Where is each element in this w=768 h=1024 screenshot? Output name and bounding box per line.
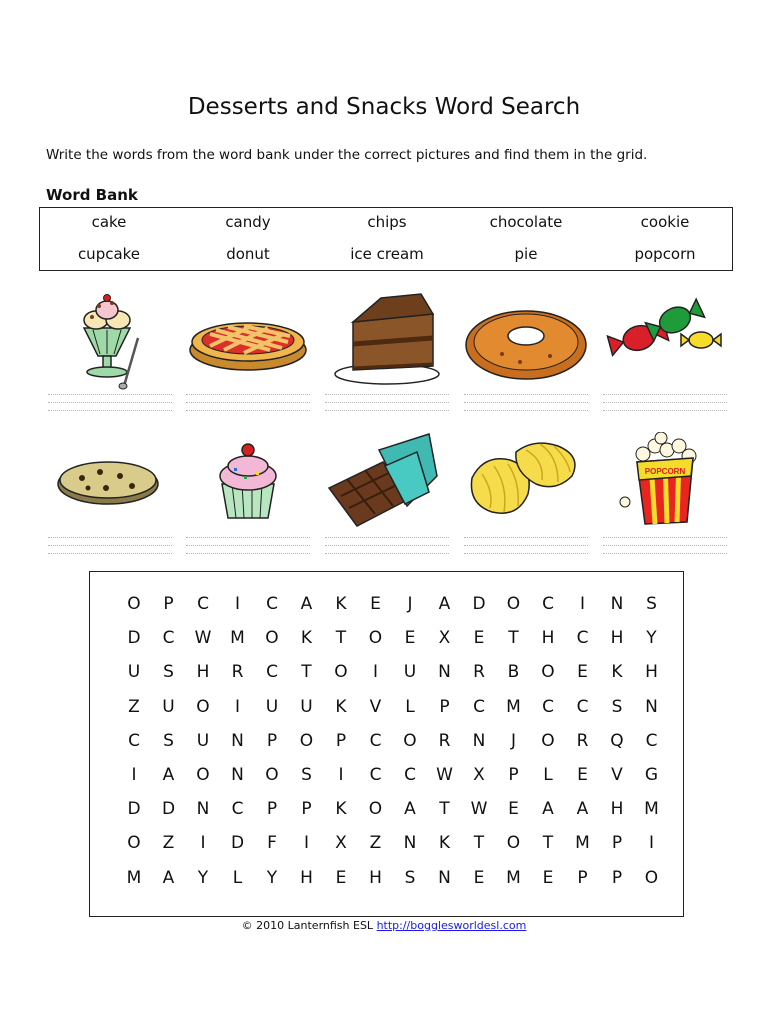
grid-letter: H bbox=[541, 628, 555, 649]
grid-letter: O bbox=[265, 628, 279, 649]
cake-slice-icon bbox=[325, 290, 449, 390]
grid-letter: A bbox=[438, 594, 451, 614]
grid-letter: C bbox=[473, 696, 485, 717]
grid-letter: U bbox=[196, 730, 210, 751]
grid-letter: P bbox=[266, 730, 278, 751]
grid-letter: E bbox=[370, 594, 381, 614]
grid-letter: W bbox=[470, 799, 488, 820]
candy-icon bbox=[603, 290, 727, 390]
grid-letter: R bbox=[438, 730, 451, 751]
grid-letter: I bbox=[200, 833, 206, 854]
grid-letter: E bbox=[473, 628, 485, 649]
grid-letter: K bbox=[438, 833, 451, 854]
grid-letter: D bbox=[127, 628, 141, 649]
grid-letter: F bbox=[267, 833, 277, 854]
grid-letter: O bbox=[541, 730, 555, 751]
grid-letter: C bbox=[162, 628, 175, 649]
grid-letter: U bbox=[265, 696, 279, 717]
instructions: Write the words from the word bank under the correct pictures and find them in the grid. bbox=[46, 147, 648, 163]
word-search-grid bbox=[89, 571, 684, 917]
grid-letter: P bbox=[508, 765, 519, 785]
grid-letter: I bbox=[579, 594, 585, 614]
website-link[interactable]: http://bogglesworldesl.com bbox=[376, 919, 527, 932]
grid-letter: O bbox=[644, 867, 659, 888]
ice-cream-sundae-icon bbox=[48, 290, 172, 390]
grid-letter: P bbox=[335, 730, 347, 751]
grid-letter: D bbox=[161, 799, 176, 820]
grid-letter: C bbox=[197, 594, 209, 614]
grid-letter: K bbox=[335, 696, 347, 717]
word-bank-word: cake bbox=[91, 213, 127, 231]
popcorn-icon bbox=[603, 432, 727, 532]
copyright-text: © 2010 Lanternfish ESL bbox=[241, 919, 374, 932]
grid-letter: O bbox=[506, 833, 521, 854]
grid-letter: O bbox=[265, 765, 279, 785]
grid-letter: X bbox=[438, 628, 451, 649]
grid-letter: W bbox=[194, 628, 212, 649]
grid-letter: E bbox=[473, 867, 485, 888]
grid-letter: O bbox=[506, 594, 521, 614]
grid-letter: X bbox=[335, 833, 347, 854]
grid-letter: X bbox=[473, 765, 485, 785]
grid-letter: A bbox=[300, 594, 313, 614]
grid-letter: C bbox=[576, 628, 589, 649]
grid-letter: O bbox=[368, 628, 383, 649]
grid-letter: H bbox=[196, 662, 210, 683]
grid-letter: D bbox=[127, 799, 141, 820]
grid-letter: P bbox=[611, 867, 623, 888]
footer bbox=[0, 919, 768, 932]
grid-letter: D bbox=[472, 594, 486, 614]
grid-letter: Y bbox=[266, 867, 278, 888]
grid-letter: O bbox=[334, 662, 348, 683]
grid-letter: A bbox=[162, 867, 175, 888]
grid-letter: T bbox=[301, 662, 312, 683]
grid-letter: Q bbox=[610, 730, 624, 751]
grid-letter: H bbox=[369, 867, 382, 888]
chocolate-bar-icon bbox=[325, 432, 449, 532]
grid-letter: U bbox=[127, 662, 141, 683]
grid-letter: D bbox=[230, 833, 245, 854]
grid-letter: O bbox=[127, 594, 141, 614]
chips-icon bbox=[464, 432, 588, 532]
grid-letter: V bbox=[611, 765, 623, 785]
word-bank-word: cupcake bbox=[77, 245, 141, 263]
answer-line bbox=[325, 537, 449, 561]
grid-letter: I bbox=[234, 696, 240, 717]
answer-line bbox=[48, 537, 172, 561]
grid-letter: J bbox=[407, 594, 413, 614]
grid-letter: P bbox=[611, 833, 623, 854]
grid-letter: U bbox=[300, 696, 313, 717]
grid-letter: C bbox=[128, 730, 140, 751]
grid-letter: G bbox=[644, 765, 659, 785]
grid-letter: M bbox=[575, 833, 590, 854]
grid-letter: C bbox=[369, 730, 382, 751]
grid-letter: C bbox=[542, 594, 554, 614]
grid-letter: E bbox=[577, 662, 588, 683]
grid-letter: V bbox=[369, 696, 382, 717]
grid-letter: H bbox=[610, 799, 624, 820]
grid-letter: E bbox=[577, 765, 588, 785]
grid-letter: H bbox=[610, 628, 624, 649]
grid-letter: W bbox=[436, 765, 453, 785]
grid-letter: J bbox=[510, 730, 516, 751]
answer-line bbox=[186, 537, 310, 561]
grid-letter: L bbox=[232, 867, 243, 888]
grid-letter: C bbox=[231, 799, 244, 820]
grid-letter: Z bbox=[369, 833, 382, 854]
grid-letter: K bbox=[300, 628, 313, 649]
grid-letter: Y bbox=[197, 867, 209, 888]
grid-letter: N bbox=[438, 867, 451, 888]
answer-line bbox=[603, 537, 727, 561]
grid-letter: Z bbox=[128, 696, 140, 717]
answer-line bbox=[603, 394, 727, 418]
cupcake-icon bbox=[186, 432, 310, 532]
grid-letter: S bbox=[163, 730, 174, 751]
grid-letter: I bbox=[648, 833, 654, 854]
grid-letter: Y bbox=[646, 628, 657, 649]
grid-letter: R bbox=[231, 662, 244, 683]
grid-letter: H bbox=[645, 662, 658, 683]
grid-letter: S bbox=[404, 867, 416, 888]
grid-letter: S bbox=[646, 594, 657, 614]
grid-letter: N bbox=[610, 594, 624, 614]
grid-letter: L bbox=[405, 696, 415, 717]
grid-letter: E bbox=[335, 867, 347, 888]
grid-letter: B bbox=[507, 662, 520, 683]
grid-letter: T bbox=[508, 628, 519, 649]
grid-letter: O bbox=[127, 833, 141, 854]
grid-letter: O bbox=[541, 662, 555, 683]
grid-letter: P bbox=[163, 594, 174, 614]
grid-letter: N bbox=[403, 833, 417, 854]
word-bank-word: donut bbox=[226, 245, 270, 263]
grid-letter: O bbox=[196, 696, 210, 717]
grid-letter: M bbox=[506, 867, 521, 888]
grid-letter: O bbox=[196, 765, 210, 785]
grid-letter: E bbox=[542, 867, 554, 888]
answer-line bbox=[186, 394, 310, 418]
grid-letter: O bbox=[368, 799, 383, 820]
grid-letter: Z bbox=[162, 833, 175, 854]
grid-letter: T bbox=[542, 833, 554, 854]
grid-letter: A bbox=[576, 799, 589, 820]
grid-letter: I bbox=[131, 765, 137, 785]
word-bank-word: ice cream bbox=[350, 245, 424, 263]
page-title: Desserts and Snacks Word Search bbox=[187, 94, 581, 120]
grid-letter: T bbox=[439, 799, 450, 820]
grid-letter: C bbox=[266, 594, 278, 614]
grid-letter: L bbox=[543, 765, 553, 785]
grid-letter: M bbox=[644, 799, 659, 820]
grid-letter: R bbox=[473, 662, 485, 683]
word-bank-word: popcorn bbox=[634, 245, 696, 263]
grid-letter: R bbox=[576, 730, 589, 751]
grid-letter: K bbox=[335, 799, 347, 820]
grid-letter: N bbox=[231, 765, 244, 785]
grid-letter: I bbox=[234, 594, 240, 614]
grid-letter: O bbox=[299, 730, 314, 751]
grid-letter: C bbox=[645, 730, 658, 751]
grid-letter: N bbox=[231, 730, 244, 751]
word-bank-box bbox=[39, 207, 733, 271]
grid-letter: C bbox=[576, 696, 589, 717]
grid-letter: I bbox=[372, 662, 378, 683]
grid-letter: S bbox=[301, 765, 312, 785]
word-bank-label: Word Bank bbox=[46, 186, 138, 204]
grid-letter: P bbox=[301, 799, 312, 820]
popcorn-box-label: POPCORN bbox=[644, 467, 686, 476]
cookie-icon bbox=[48, 432, 172, 532]
answer-line bbox=[325, 394, 449, 418]
grid-letter: P bbox=[439, 696, 450, 717]
pie-icon bbox=[186, 290, 310, 390]
word-bank-word: cookie bbox=[640, 213, 690, 231]
grid-letter: U bbox=[162, 696, 175, 717]
grid-letter: O bbox=[403, 730, 417, 751]
grid-letter: S bbox=[611, 696, 623, 717]
grid-letter: E bbox=[508, 799, 519, 820]
answer-line bbox=[464, 537, 588, 561]
answer-line bbox=[464, 394, 588, 418]
grid-letter: C bbox=[369, 765, 382, 785]
answer-line bbox=[48, 394, 172, 418]
grid-letter: C bbox=[404, 765, 416, 785]
grid-letter: A bbox=[542, 799, 554, 820]
grid-letter: K bbox=[335, 594, 347, 614]
grid-letter: N bbox=[645, 696, 658, 717]
grid-letter: E bbox=[404, 628, 416, 649]
grid-letter: N bbox=[472, 730, 486, 751]
grid-letter: P bbox=[577, 867, 588, 888]
grid-letter: H bbox=[300, 867, 313, 888]
grid-letter: A bbox=[404, 799, 416, 820]
donut-icon bbox=[464, 290, 588, 390]
grid-letter: S bbox=[163, 662, 174, 683]
grid-letter: I bbox=[338, 765, 344, 785]
grid-letter: A bbox=[162, 765, 175, 785]
grid-letter: T bbox=[473, 833, 485, 854]
word-bank-word: candy bbox=[225, 213, 271, 231]
grid-letter: M bbox=[506, 696, 521, 717]
grid-letter: I bbox=[303, 833, 309, 854]
grid-letter: C bbox=[266, 662, 278, 683]
word-bank-word: chocolate bbox=[489, 213, 563, 231]
grid-letter: C bbox=[542, 696, 554, 717]
word-bank-word: chips bbox=[367, 213, 407, 231]
grid-letter: U bbox=[403, 662, 417, 683]
grid-letter: K bbox=[611, 662, 623, 683]
word-bank-word: pie bbox=[514, 245, 538, 263]
grid-letter: T bbox=[335, 628, 347, 649]
grid-letter: N bbox=[196, 799, 210, 820]
grid-letter: N bbox=[438, 662, 451, 683]
grid-letter: P bbox=[266, 799, 278, 820]
grid-letter: M bbox=[230, 628, 245, 649]
grid-letter: M bbox=[126, 867, 142, 888]
